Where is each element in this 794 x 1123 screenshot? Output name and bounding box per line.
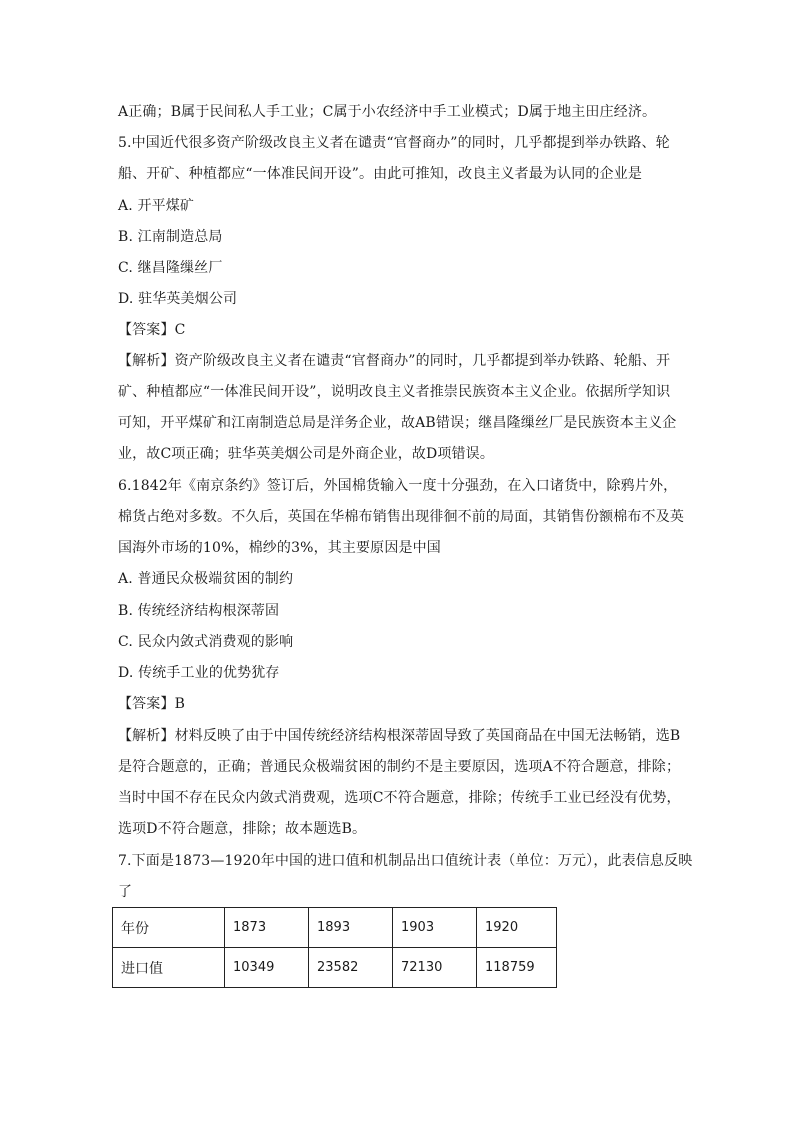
q6-option-a: A. 普通民众极端贫困的制约 (118, 571, 294, 587)
q5-option-c: C. 继昌隆缫丝厂 (118, 260, 223, 276)
q5-option-a: A. 开平煤矿 (118, 198, 195, 214)
q6-option-c: C. 民众内敛式消费观的影响 (118, 634, 294, 650)
q5-option-b: B. 江南制造总局 (118, 229, 223, 245)
q5-option-d: D. 驻华英美烟公司 (118, 291, 238, 307)
table-cell: 72130 (393, 948, 477, 988)
table-cell: 10349 (225, 948, 309, 988)
question-6-line-1: 6.1842年《南京条约》签订后，外国棉货输入一度十分强劲，在入口诸货中，除鸦片外， (118, 478, 678, 494)
text-line: A正确；B属于民间私人手工业；C属于小农经济中手工业模式；D属于地主田庄经济。 (118, 104, 657, 120)
q6-analysis-line: 是符合题意的，正确；普通民众极端贫困的制约不是主要原因，选项A不符合题意，排除； (118, 759, 681, 775)
table-cell: 1873 (225, 908, 309, 948)
table-cell: 年份 (113, 908, 225, 948)
q6-option-b: B. 传统经济结构根深蒂固 (118, 603, 280, 619)
q6-option-d: D. 传统手工业的优势犹存 (118, 665, 280, 681)
question-5-line-2: 船、开矿、种植都应“一体准民间开设”。由此可推知，改良主义者最为认同的企业是 (118, 166, 643, 182)
question-6-line-3: 国海外市场的10%，棉纱的3%，其主要原因是中国 (118, 540, 441, 556)
q5-answer: 【答案】C (118, 322, 186, 338)
question-5-line-1: 5.中国近代很多资产阶级改良主义者在谴责“官督商办”的同时，几乎都提到举办铁路、轮 (118, 135, 670, 151)
q6-analysis-line: 【解析】材料反映了由于中国传统经济结构根深蒂固导致了英国商品在中国无法畅销，选B (118, 728, 681, 744)
import-value-table (112, 907, 557, 988)
question-7-line-1: 7.下面是1873—1920年中国的进口值和机制品出口值统计表（单位：万元），此表信息反映 (118, 853, 693, 869)
q5-analysis-line: 【解析】资产阶级改良主义者在谴责“官督商办”的同时，几乎都提到举办铁路、轮船、开 (118, 353, 671, 369)
q6-analysis-line: 当时中国不存在民众内敛式消费观，选项C不符合题意，排除；传统手工业已经没有优势， (118, 790, 681, 806)
table-cell: 进口值 (113, 948, 225, 988)
table-cell: 118759 (477, 948, 557, 988)
table-cell: 1893 (309, 908, 393, 948)
q6-analysis-line: 选项D不符合题意，排除；故本题选B。 (118, 821, 367, 837)
question-6-line-2: 棉货占绝对多数。不久后，英国在华棉布销售出现徘徊不前的局面，其销售份额棉布不及英 (118, 509, 684, 525)
table-cell: 23582 (309, 948, 393, 988)
q5-analysis-line: 矿、种植都应“一体准民间开设”，说明改良主义者推崇民族资本主义企业。依据所学知识 (118, 384, 671, 400)
q5-analysis-line: 业，故C项正确；驻华英美烟公司是外商企业，故D项错误。 (118, 446, 494, 462)
table-row (113, 948, 557, 988)
table-cell: 1903 (393, 908, 477, 948)
table-cell: 1920 (477, 908, 557, 948)
table-row (113, 908, 557, 948)
q5-analysis-line: 可知，开平煤矿和江南制造总局是洋务企业，故AB错误；继昌隆缫丝厂是民族资本主义企 (118, 415, 677, 431)
question-7-line-2: 了 (118, 884, 133, 900)
q6-answer: 【答案】B (118, 696, 186, 712)
